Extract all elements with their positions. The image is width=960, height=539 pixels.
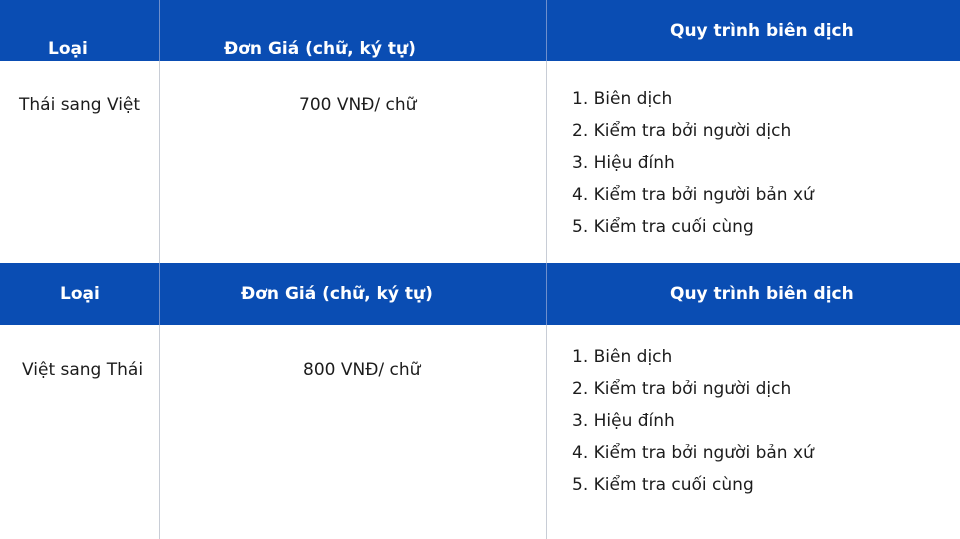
- header-divider: [546, 263, 547, 325]
- list-item: 2. Kiểm tra bởi người dịch: [572, 121, 792, 141]
- list-item: 3. Hiệu đính: [572, 153, 675, 173]
- header-divider: [159, 263, 160, 325]
- row-price: 700 VNĐ/ chữ: [299, 95, 417, 115]
- row-steps: [572, 87, 814, 247]
- row-type: Thái sang Việt: [19, 95, 141, 115]
- header-type: Loại: [48, 38, 88, 59]
- list-item: 1. Biên dịch: [572, 89, 673, 109]
- column-divider: [546, 325, 547, 539]
- process-steps-list: [572, 345, 814, 505]
- list-item: 4. Kiểm tra bởi người bản xứ: [572, 185, 814, 205]
- header-process: Quy trình biên dịch: [670, 284, 854, 304]
- row-steps: [572, 345, 814, 505]
- column-divider: [546, 61, 547, 263]
- header-price: Đơn Giá (chữ, ký tự): [241, 284, 433, 304]
- table-2-header: [0, 263, 960, 325]
- list-item: 4. Kiểm tra bởi người bản xứ: [572, 443, 814, 463]
- header-type: Loại: [60, 284, 100, 304]
- row-price: 800 VNĐ/ chữ: [303, 360, 421, 380]
- table-2-row: [0, 325, 960, 539]
- table-1-header: [0, 0, 960, 61]
- list-item: 3. Hiệu đính: [572, 411, 675, 431]
- list-item: 2. Kiểm tra bởi người dịch: [572, 379, 792, 399]
- header-price: Đơn Giá (chữ, ký tự): [224, 38, 416, 59]
- list-item: 5. Kiểm tra cuối cùng: [572, 217, 754, 237]
- list-item: 5. Kiểm tra cuối cùng: [572, 475, 754, 495]
- column-divider: [159, 61, 160, 263]
- row-type: Việt sang Thái: [22, 360, 144, 380]
- header-divider: [546, 0, 547, 61]
- process-steps-list: [572, 87, 814, 247]
- column-divider: [159, 325, 160, 539]
- list-item: 1. Biên dịch: [572, 347, 673, 367]
- header-divider: [159, 0, 160, 61]
- table-1-row: [0, 61, 960, 263]
- header-process: Quy trình biên dịch: [670, 20, 854, 41]
